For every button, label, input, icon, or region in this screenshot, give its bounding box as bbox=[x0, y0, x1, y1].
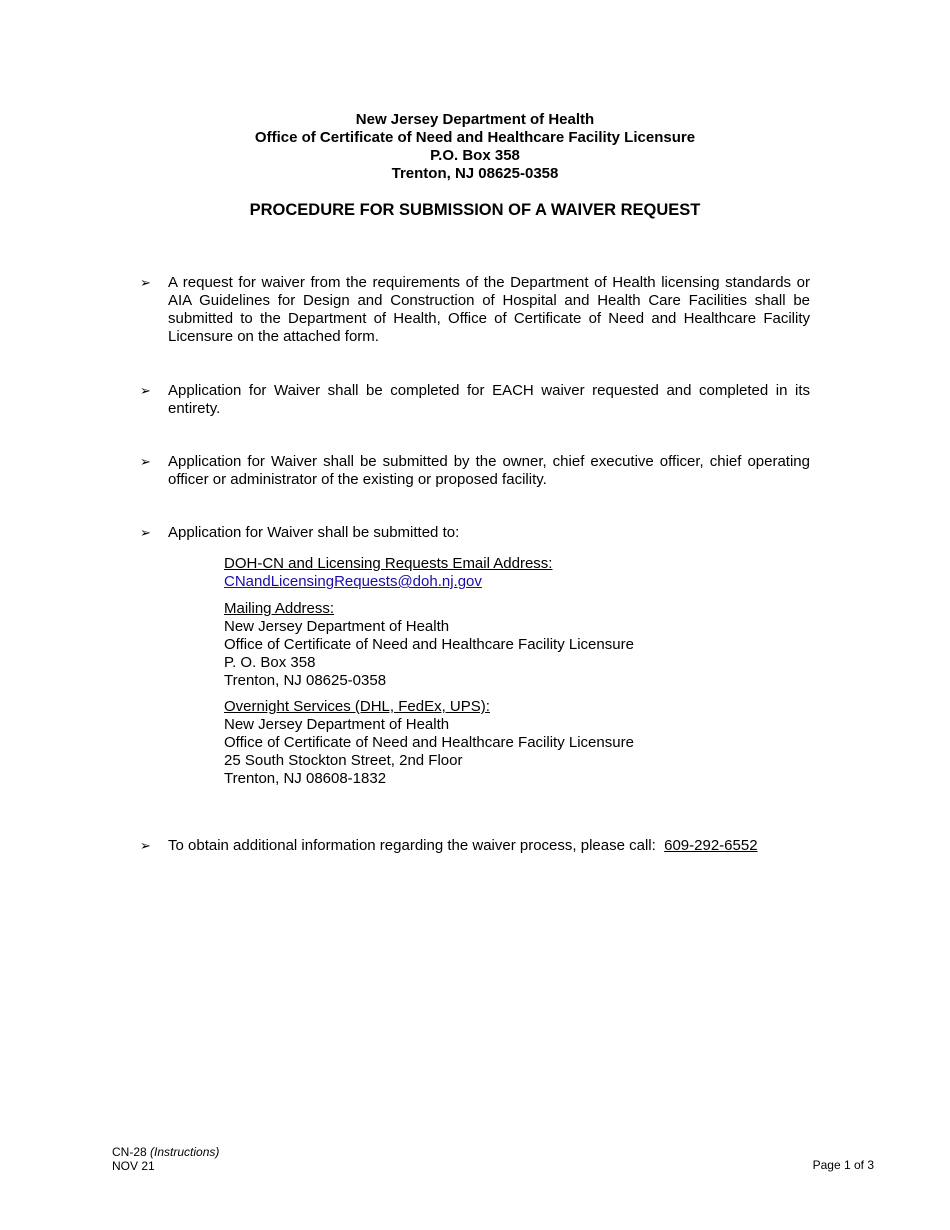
list-item-text: A request for waiver from the requirements of the Department of Health licensing standards or AIA Guidelines for Design and Construction of Hospital and Health Care Facilities shall be submitted to the Department of Health, Office of Certificate of Need and Healthcare Facility Licensure on the attached form. bbox=[168, 274, 810, 345]
list-item bbox=[140, 274, 810, 346]
arrow-bullet-icon: ➢ bbox=[140, 454, 151, 469]
list-item bbox=[140, 524, 810, 542]
address-line: Trenton, NJ 08625-0358 bbox=[224, 672, 387, 689]
arrow-bullet-icon: ➢ bbox=[140, 838, 151, 853]
address-line: New Jersey Department of Health bbox=[224, 618, 450, 635]
page-number: Page 1 of 3 bbox=[812, 1158, 874, 1172]
document-header bbox=[0, 111, 950, 183]
list-item bbox=[140, 382, 810, 418]
list-item-text bbox=[168, 837, 810, 855]
header-office: Office of Certificate of Need and Healthcare Facility Licensure bbox=[254, 129, 696, 146]
header-department: New Jersey Department of Health bbox=[355, 111, 595, 128]
arrow-bullet-icon: ➢ bbox=[140, 383, 151, 398]
list-item-text: Application for Waiver shall be completed for EACH waiver requested and completed in its entirety. bbox=[168, 382, 810, 417]
overnight-address-block bbox=[224, 698, 724, 788]
list-item bbox=[140, 837, 810, 855]
page-title: PROCEDURE FOR SUBMISSION OF A WAIVER REQUEST bbox=[249, 201, 701, 219]
form-id: CN-28 bbox=[112, 1145, 147, 1159]
arrow-bullet-icon: ➢ bbox=[140, 525, 151, 540]
footer-form-info bbox=[112, 1145, 219, 1173]
overnight-address-label: Overnight Services (DHL, FedEx, UPS): bbox=[224, 698, 490, 715]
mailing-address-label: Mailing Address: bbox=[224, 600, 335, 617]
address-line: Office of Certificate of Need and Healthcare Facility Licensure bbox=[224, 734, 634, 751]
address-line: Office of Certificate of Need and Healthcare Facility Licensure bbox=[224, 636, 634, 653]
list-item-text: Application for Waiver shall be submitted to: bbox=[168, 524, 460, 541]
address-line: 25 South Stockton Street, 2nd Floor bbox=[224, 752, 463, 769]
address-line: Trenton, NJ 08608-1832 bbox=[224, 770, 387, 787]
email-block bbox=[224, 555, 724, 591]
header-city: Trenton, NJ 08625-0358 bbox=[391, 165, 559, 182]
form-date: NOV 21 bbox=[112, 1159, 155, 1173]
arrow-bullet-icon: ➢ bbox=[140, 275, 151, 290]
phone-number[interactable]: 609-292-6552 bbox=[664, 837, 758, 854]
list-item bbox=[140, 453, 810, 489]
mailing-address-block bbox=[224, 600, 724, 690]
form-note: (Instructions) bbox=[150, 1145, 220, 1159]
contact-text: To obtain additional information regarding the waiver process, please call: bbox=[168, 837, 665, 854]
header-po-box: P.O. Box 358 bbox=[430, 147, 520, 164]
address-line: New Jersey Department of Health bbox=[224, 716, 450, 733]
email-label: DOH-CN and Licensing Requests Email Address: bbox=[224, 555, 553, 572]
list-item-text: Application for Waiver shall be submitted by the owner, chief executive officer, chief operating officer or administrator of the existing or proposed facility. bbox=[168, 453, 810, 488]
address-line: P. O. Box 358 bbox=[224, 654, 316, 671]
email-link[interactable]: CNandLicensingRequests@doh.nj.gov bbox=[224, 573, 482, 590]
